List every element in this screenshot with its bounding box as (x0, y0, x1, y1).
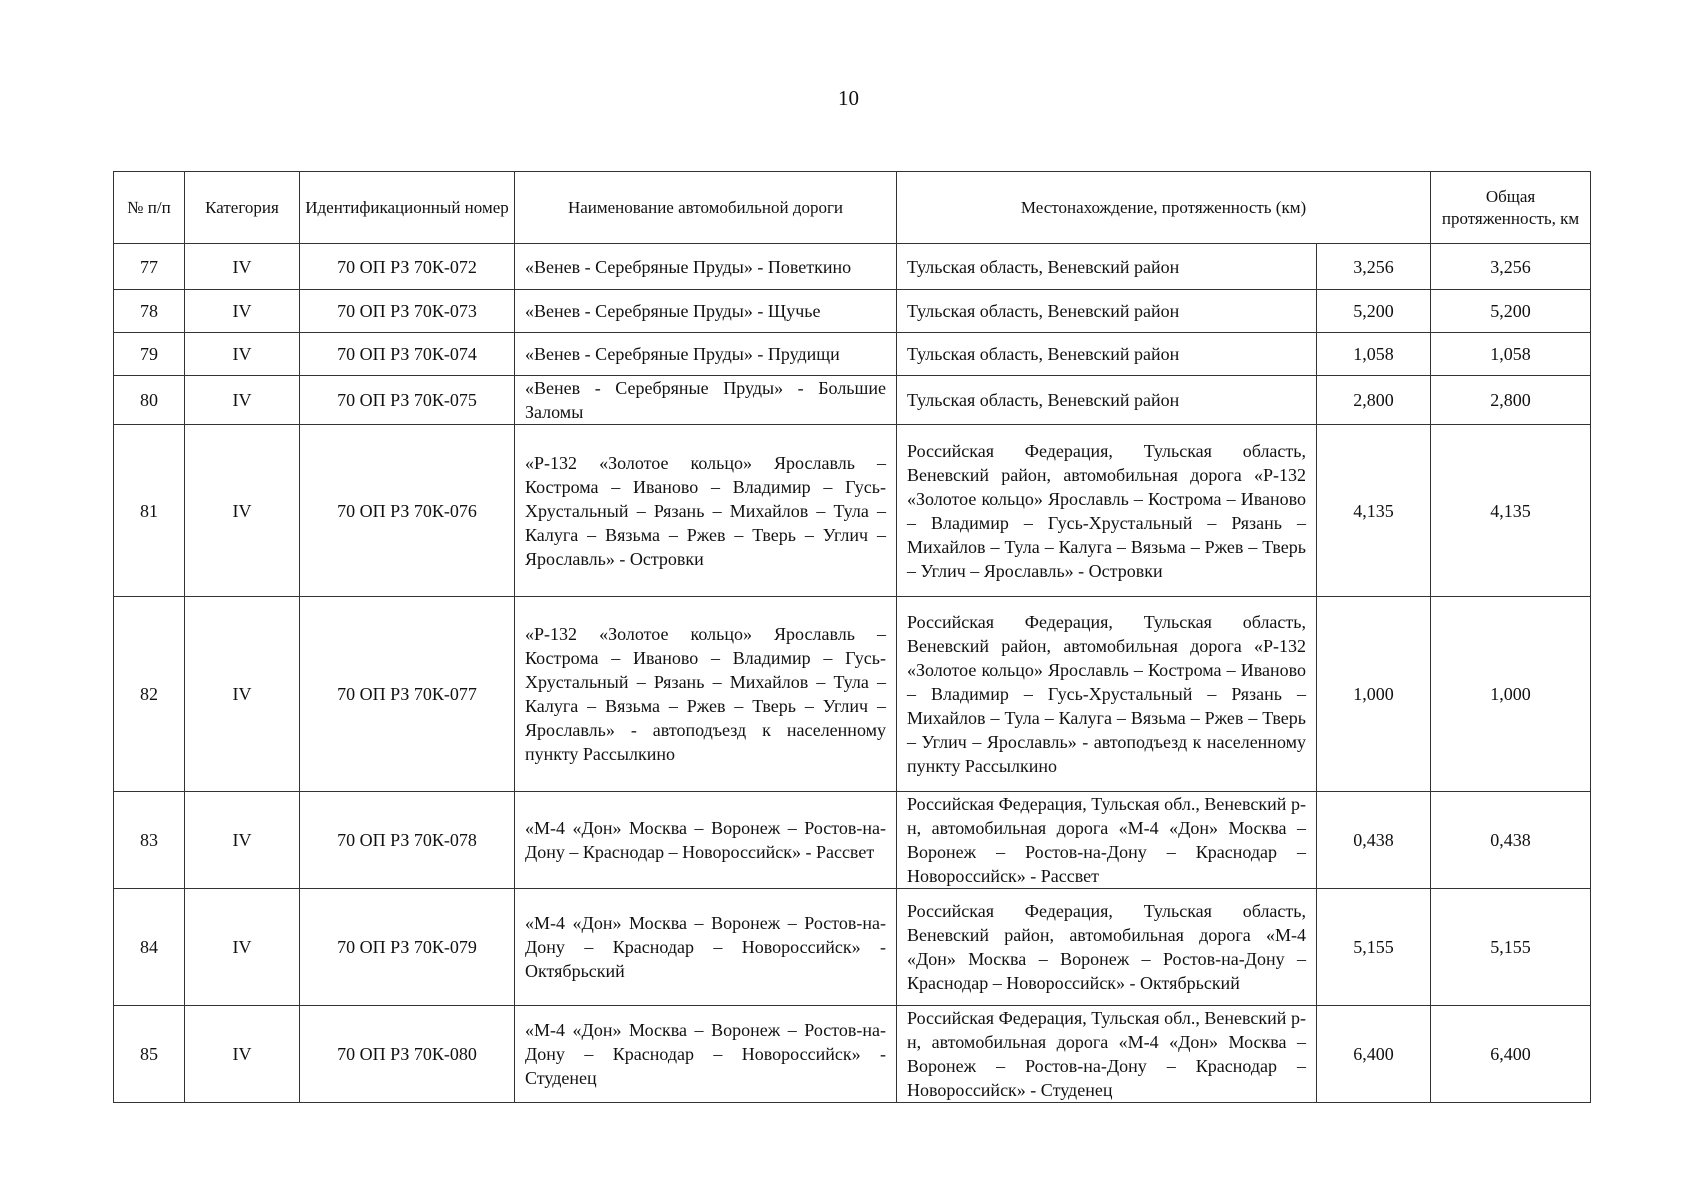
cell-id: 70 ОП РЗ 70К-075 (300, 376, 515, 425)
table-row (114, 1006, 1591, 1103)
cell-name: «Р-132 «Золотое кольцо» Ярославль – Кострома – Иваново – Владимир – Гусь-Хрустальный – Рязань – Михайлов – Тула – Калуга – Вязьма – Ржев – Тверь – Углич – Ярославль» - Островки (515, 425, 897, 597)
cell-total: 6,400 (1431, 1006, 1591, 1103)
cell-num: 85 (114, 1006, 185, 1103)
cell-length: 4,135 (1317, 425, 1431, 597)
cell-location: Тульская область, Веневский район (897, 290, 1317, 333)
cell-name: «М-4 «Дон» Москва – Воронеж – Ростов-на-Дону – Краснодар – Новороссийск» - Октябрьский (515, 889, 897, 1006)
cell-category: IV (185, 889, 300, 1006)
table-row (114, 889, 1591, 1006)
table-row (114, 333, 1591, 376)
cell-total: 4,135 (1431, 425, 1591, 597)
cell-name: «Р-132 «Золотое кольцо» Ярославль – Кострома – Иваново – Владимир – Гусь-Хрустальный – Рязань – Михайлов – Тула – Калуга – Вязьма – Ржев – Тверь – Углич – Ярославль» - автоподъезд к населенному пункту Рассылкино (515, 597, 897, 792)
cell-length: 1,058 (1317, 333, 1431, 376)
table-row (114, 425, 1591, 597)
cell-location: Тульская область, Веневский район (897, 244, 1317, 290)
cell-num: 81 (114, 425, 185, 597)
table-row (114, 290, 1591, 333)
page-number: 10 (838, 86, 859, 110)
table-row (114, 792, 1591, 889)
cell-name: «Венев - Серебряные Пруды» - Большие Заломы (515, 376, 897, 425)
header-category: Категория (185, 172, 300, 244)
cell-num: 84 (114, 889, 185, 1006)
cell-length: 1,000 (1317, 597, 1431, 792)
cell-length: 0,438 (1317, 792, 1431, 889)
cell-name: «Венев - Серебряные Пруды» - Поветкино (515, 244, 897, 290)
cell-category: IV (185, 376, 300, 425)
cell-total: 5,200 (1431, 290, 1591, 333)
cell-id: 70 ОП РЗ 70К-078 (300, 792, 515, 889)
cell-location: Российская Федерация, Тульская обл., Веневский р-н, автомобильная дорога «М-4 «Дон» Москва – Воронеж – Ростов-на-Дону – Краснодар – Новороссийск» - Рассвет (897, 792, 1317, 889)
cell-length: 5,200 (1317, 290, 1431, 333)
cell-num: 78 (114, 290, 185, 333)
cell-category: IV (185, 1006, 300, 1103)
cell-id: 70 ОП РЗ 70К-074 (300, 333, 515, 376)
cell-location: Российская Федерация, Тульская область, Веневский район, автомобильная дорога «Р-132 «Золотое кольцо» Ярославль – Кострома – Иваново – Владимир – Гусь-Хрустальный – Рязань – Михайлов – Тула – Калуга – Вязьма – Ржев – Тверь – Углич – Ярославль» - Островки (897, 425, 1317, 597)
cell-name: «Венев - Серебряные Пруды» - Щучье (515, 290, 897, 333)
cell-location: Российская Федерация, Тульская область, Веневский район, автомобильная дорога «Р-132 «Золотое кольцо» Ярославль – Кострома – Иваново – Владимир – Гусь-Хрустальный – Рязань – Михайлов – Тула – Калуга – Вязьма – Ржев – Тверь – Углич – Ярославль» - автоподъезд к населенному пункту Рассылкино (897, 597, 1317, 792)
cell-length: 3,256 (1317, 244, 1431, 290)
cell-num: 77 (114, 244, 185, 290)
table-row (114, 597, 1591, 792)
cell-total: 3,256 (1431, 244, 1591, 290)
cell-total: 5,155 (1431, 889, 1591, 1006)
cell-total: 1,000 (1431, 597, 1591, 792)
cell-total: 2,800 (1431, 376, 1591, 425)
cell-name: «М-4 «Дон» Москва – Воронеж – Ростов-на-Дону – Краснодар – Новороссийск» - Студенец (515, 1006, 897, 1103)
roads-table (113, 171, 1591, 1103)
cell-length: 6,400 (1317, 1006, 1431, 1103)
cell-id: 70 ОП РЗ 70К-079 (300, 889, 515, 1006)
cell-num: 79 (114, 333, 185, 376)
cell-length: 2,800 (1317, 376, 1431, 425)
cell-location: Тульская область, Веневский район (897, 333, 1317, 376)
cell-category: IV (185, 597, 300, 792)
header-location: Местонахождение, протяженность (км) (897, 172, 1431, 244)
header-name: Наименование автомобильной дороги (515, 172, 897, 244)
header-id: Идентификационный номер (300, 172, 515, 244)
cell-category: IV (185, 244, 300, 290)
cell-location: Тульская область, Веневский район (897, 376, 1317, 425)
cell-category: IV (185, 290, 300, 333)
table-header-row (114, 172, 1591, 244)
header-total: Общая протяженность, км (1431, 172, 1591, 244)
header-num: № п/п (114, 172, 185, 244)
cell-num: 83 (114, 792, 185, 889)
cell-location: Российская Федерация, Тульская обл., Веневский р-н, автомобильная дорога «М-4 «Дон» Москва – Воронеж – Ростов-на-Дону – Краснодар – Новороссийск» - Студенец (897, 1006, 1317, 1103)
cell-id: 70 ОП РЗ 70К-076 (300, 425, 515, 597)
cell-total: 1,058 (1431, 333, 1591, 376)
cell-id: 70 ОП РЗ 70К-072 (300, 244, 515, 290)
table-row (114, 376, 1591, 425)
cell-name: «М-4 «Дон» Москва – Воронеж – Ростов-на-Дону – Краснодар – Новороссийск» - Рассвет (515, 792, 897, 889)
cell-category: IV (185, 425, 300, 597)
cell-name: «Венев - Серебряные Пруды» - Прудищи (515, 333, 897, 376)
cell-category: IV (185, 792, 300, 889)
cell-id: 70 ОП РЗ 70К-073 (300, 290, 515, 333)
cell-id: 70 ОП РЗ 70К-077 (300, 597, 515, 792)
cell-location: Российская Федерация, Тульская область, Веневский район, автомобильная дорога «М-4 «Дон» Москва – Воронеж – Ростов-на-Дону – Краснодар – Новороссийск» - Октябрьский (897, 889, 1317, 1006)
cell-id: 70 ОП РЗ 70К-080 (300, 1006, 515, 1103)
table-row (114, 244, 1591, 290)
cell-num: 80 (114, 376, 185, 425)
cell-category: IV (185, 333, 300, 376)
cell-length: 5,155 (1317, 889, 1431, 1006)
cell-num: 82 (114, 597, 185, 792)
cell-total: 0,438 (1431, 792, 1591, 889)
